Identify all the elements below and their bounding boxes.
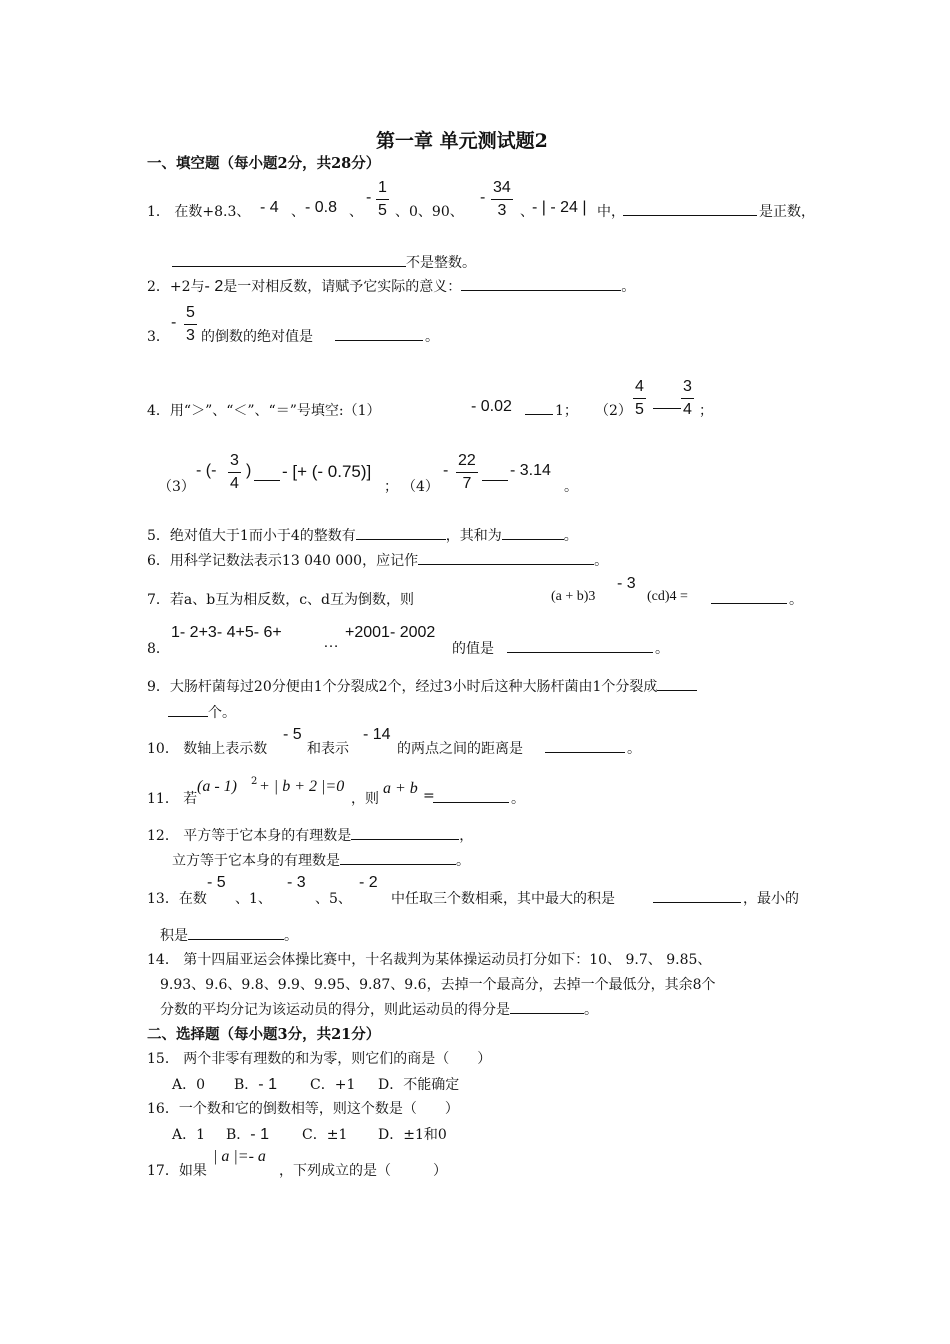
question-9: 9．大肠杆菌每过20分便由1个分裂成2个，经过3小时后这种大肠杆菌由1个分裂成 [147,676,697,696]
option-d[interactable]: D．±1和0 [378,1127,447,1143]
answer-blank [172,252,406,267]
question-15-options [172,1072,492,1094]
answer-blank [507,638,653,653]
option-c[interactable]: C．+1 [310,1077,356,1093]
fraction-22-7: $\frac{22}{7}$ [458,452,476,492]
question-14: 14． 第十四届亚运会体操比赛中，十名裁判为某体操运动员打分如下：10、 9.7、 9.85、 [147,952,712,968]
answer-blank [657,676,697,691]
fraction-34-3: $\frac{34}{3}$ [493,179,511,219]
answer-blank [510,999,584,1014]
answer-blank [653,888,741,903]
fraction-4-5: $\frac{4}{5}$ [635,378,644,418]
answer-blank [254,466,280,481]
question-1-line2: 不是整数。 [172,252,476,272]
option-b[interactable]: B．- 1 [234,1076,277,1093]
answer-blank [711,589,787,604]
fraction-1-5: $\frac{1}{5}$ [378,179,387,219]
question-12-line2: 立方等于它本身的有理数是 。 [172,850,470,870]
question-15: 15． 两个非零有理数的和为零，则它们的商是（ ） [147,1051,492,1067]
option-d[interactable]: D．不能确定 [378,1077,460,1093]
answer-blank [545,738,625,753]
section-fill-in: 一、填空题（每小题2分，共28分） [147,155,381,172]
option-c[interactable]: C．±1 [302,1127,348,1143]
question-12: 12． 平方等于它本身的有理数是 ， [147,825,473,845]
question-6: 6．用科学记数法表示13 040 000，应记作 。 [147,550,608,570]
answer-blank [653,394,681,409]
answer-blank [356,525,446,540]
answer-blank [340,850,456,865]
answer-blank [418,550,594,565]
option-a[interactable]: A．1 [172,1127,206,1143]
fraction-3-4: $\frac{3}{4}$ [683,378,692,418]
answer-blank [188,925,284,940]
answer-blank [433,788,509,803]
answer-blank [482,466,508,481]
answer-blank [623,201,757,216]
fraction-3-4: $\frac{3}{4}$ [230,452,239,492]
answer-blank [525,400,553,415]
question-16: 16．一个数和它的倒数相等，则这个数是（ ） [147,1101,459,1117]
question-14-line3: 分数的平均分记为该运动员的得分，则此运动员的得分是 。 [160,999,598,1019]
answer-blank [461,276,621,291]
answer-blank [351,825,459,840]
question-2: 2．+2与- 2是一对相反数，请赋予它实际的意义： 。 [147,278,636,295]
option-b[interactable]: B．- 1 [226,1126,269,1143]
question-14-line2: 9.93、9.6、9.8、9.9、9.95、9.87、9.6，去掉一个最高分，去掉一个最低分，其余8个 [160,977,716,993]
question-9-line2: 个。 [168,702,236,722]
fraction-5-3: $\frac{5}{3}$ [186,304,195,344]
question-16-options [172,1122,492,1144]
question-5: 5．绝对值大于1而小于4的整数有 ，其和为 。 [147,525,578,545]
section-multiple-choice: 二、选择题（每小题3分，共21分） [147,1026,381,1043]
page-title: 第一章 单元测试题2 [376,130,548,152]
answer-blank [168,702,208,717]
question-13-line2: 积是 。 [160,925,298,945]
answer-blank [335,326,423,341]
option-a[interactable]: A．0 [172,1077,206,1093]
answer-blank [502,525,564,540]
